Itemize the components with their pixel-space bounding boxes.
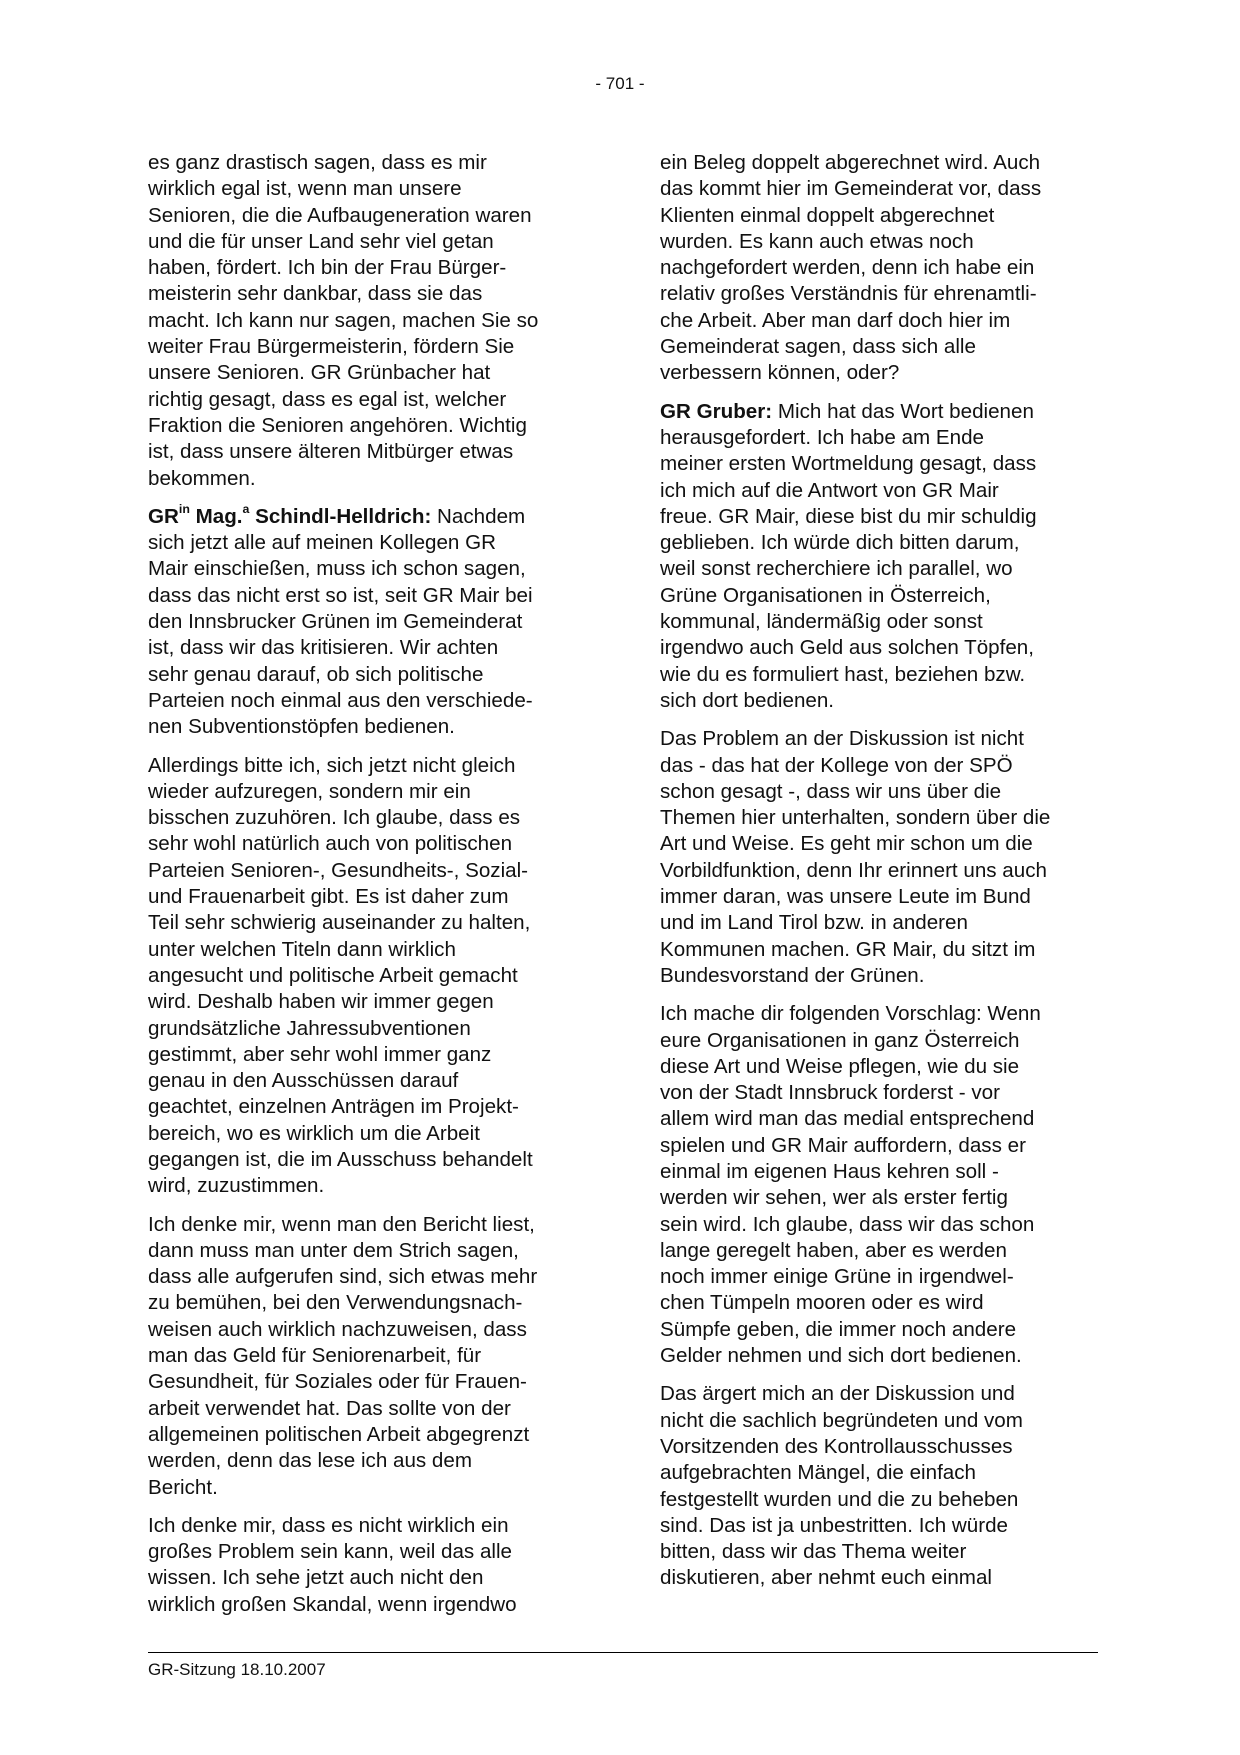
text-line: bitten, dass wir das Thema weiter: [660, 1540, 967, 1564]
text-line: ist, dass unsere älteren Mitbürger etwas: [148, 440, 514, 464]
text-line: sehr genau darauf, ob sich politische: [148, 662, 484, 686]
text-line: irgendwo auch Geld aus solchen Töpfen,: [660, 636, 1034, 660]
text-line: und die für unser Land sehr viel getan: [148, 229, 494, 253]
text-line: Senioren, die die Aufbaugeneration waren: [148, 203, 532, 227]
text-line: diese Art und Weise pflegen, wie du sie: [660, 1054, 1020, 1078]
text-line: sein wird. Ich glaube, dass wir das schon: [660, 1212, 1035, 1236]
text-line: das kommt hier im Gemeinderat vor, dass: [660, 177, 1042, 201]
text-line: Parteien noch einmal aus den verschiede-: [148, 688, 533, 712]
text-line: festgestellt wurden und die zu beheben: [660, 1487, 1019, 1511]
text-line: herausgefordert. Ich habe am Ende: [660, 425, 984, 449]
text-line: verbessern können, oder?: [660, 361, 900, 385]
text-line: Gelder nehmen und sich dort bedienen.: [660, 1344, 1022, 1368]
first-line-rest: Mich hat das Wort bedienen: [772, 399, 1034, 423]
text-line: schon gesagt -, dass wir uns über die: [660, 779, 1002, 803]
text-line: Bericht.: [148, 1475, 218, 1499]
text-line: und im Land Tirol bzw. in anderen: [660, 911, 968, 935]
text-line: unter welchen Titeln dann wirklich: [148, 937, 456, 961]
paragraph: [660, 1381, 1100, 1591]
text-line: sind. Das ist ja unbestritten. Ich würde: [660, 1513, 1008, 1537]
text-line: meiner ersten Wortmeldung gesagt, dass: [660, 452, 1037, 476]
text-line: wird, zuzustimmen.: [148, 1174, 325, 1198]
text-line: wirklich großen Skandal, wenn irgendwo: [148, 1592, 517, 1616]
text-line: Klienten einmal doppelt abgerechnet: [660, 203, 995, 227]
text-line: ein Beleg doppelt abgerechnet wird. Auch: [660, 151, 1041, 174]
text-line: werden, denn das lese ich aus dem: [148, 1449, 472, 1473]
footer-session-date: GR-Sitzung 18.10.2007: [148, 1660, 326, 1679]
text-line: lange geregelt haben, aber es werden: [660, 1238, 1007, 1262]
first-line-rest: Nachdem: [431, 504, 526, 528]
text-line: angesucht und politische Arbeit gemacht: [148, 963, 518, 987]
paragraph: [148, 1212, 588, 1501]
text-line: dass alle aufgerufen sind, sich etwas mehr: [148, 1265, 538, 1289]
text-line: weil sonst recherchiere ich parallel, wo: [660, 557, 1013, 581]
paragraph: [660, 399, 1100, 715]
text-line: immer daran, was unsere Leute im Bund: [660, 885, 1031, 909]
text-line: nen Subventionstöpfen bedienen.: [148, 715, 455, 739]
text-line: Sümpfe geben, die immer noch andere: [660, 1317, 1017, 1341]
paragraph: [148, 1513, 588, 1618]
text-line: spielen und GR Mair auffordern, dass er: [660, 1133, 1026, 1157]
text-line: sich dort bedienen.: [660, 688, 835, 712]
text-line: aufgebrachten Mängel, die einfach: [660, 1461, 976, 1485]
text-line: kommunal, ländermäßig oder sonst: [660, 610, 983, 634]
text-line: Ich denke mir, wenn man den Bericht liest,: [148, 1212, 535, 1236]
text-line: sich jetzt alle auf meinen Kollegen GR: [148, 531, 496, 555]
text-line: gegangen ist, die im Ausschuss behandelt: [148, 1147, 533, 1171]
text-line: gestimmt, aber sehr wohl immer ganz: [148, 1042, 492, 1066]
text-line: bereich, wo es wirklich um die Arbeit: [148, 1121, 480, 1145]
text-line: noch immer einige Grüne in irgendwel-: [660, 1265, 1014, 1289]
text-line: unsere Senioren. GR Grünbacher hat: [148, 361, 491, 385]
text-line: allgemeinen politischen Arbeit abgegrenzt: [148, 1422, 530, 1446]
text-line: chen Tümpeln mooren oder es wird: [660, 1291, 984, 1315]
paragraph: [148, 150, 588, 492]
text-line: bekommen.: [148, 466, 256, 490]
text-line: wirklich egal ist, wenn man unsere: [148, 177, 462, 201]
text-line: bisschen zuzuhören. Ich glaube, dass es: [148, 806, 521, 830]
text-line: meisterin sehr dankbar, dass sie das: [148, 282, 483, 306]
text-line: Mair einschießen, muss ich schon sagen,: [148, 557, 526, 581]
speaker-title-sup: a: [242, 502, 250, 517]
text-line: Vorsitzenden des Kontrollausschusses: [660, 1434, 1013, 1458]
paragraph: [660, 726, 1100, 989]
text-line: den Innsbrucker Grünen im Gemeinderat: [148, 610, 523, 634]
text-line: sehr wohl natürlich auch von politischen: [148, 832, 513, 856]
text-line: Ich mache dir folgenden Vorschlag: Wenn: [660, 1002, 1041, 1026]
text-line: genau in den Ausschüssen darauf: [148, 1069, 459, 1093]
text-line: Grüne Organisationen in Österreich,: [660, 583, 991, 607]
text-line: geblieben. Ich würde dich bitten darum,: [660, 531, 1020, 555]
text-line: Das ärgert mich an der Diskussion und: [660, 1382, 1015, 1406]
text-line: wissen. Ich sehe jetzt auch nicht den: [148, 1566, 484, 1590]
text-line: Vorbildfunktion, denn Ihr erinnert uns auch: [660, 858, 1047, 882]
text-line: che Arbeit. Aber man darf doch hier im: [660, 308, 1011, 332]
text-line: macht. Ich kann nur sagen, machen Sie so: [148, 308, 539, 332]
text-line: dann muss man unter dem Strich sagen,: [148, 1238, 519, 1262]
paragraph: [148, 753, 588, 1200]
text-line: weisen auch wirklich nachzuweisen, dass: [148, 1317, 527, 1341]
paragraph: [148, 504, 588, 741]
text-line: [148, 504, 588, 530]
paragraph: [660, 150, 1100, 387]
right-column: [660, 150, 1100, 1604]
text-line: weiter Frau Bürgermeisterin, fördern Sie: [148, 335, 515, 359]
text-line: Art und Weise. Es geht mir schon um die: [660, 832, 1033, 856]
text-line: wird. Deshalb haben wir immer gegen: [148, 990, 494, 1014]
speaker-title: Mag.: [189, 504, 243, 528]
text-line: nachgefordert werden, denn ich habe ein: [660, 256, 1035, 280]
speaker-name: GR Gruber:: [660, 399, 773, 423]
paragraph: [660, 1001, 1100, 1369]
left-column: [148, 150, 588, 1630]
text-line: Gesundheit, für Soziales oder für Frauen-: [148, 1370, 527, 1394]
page-number: - 701 -: [595, 74, 645, 93]
text-line: [660, 399, 1100, 425]
text-line: wieder aufzuregen, sondern mir ein: [148, 779, 471, 803]
text-line: arbeit verwendet hat. Das sollte von der: [148, 1396, 511, 1420]
text-line: Themen hier unterhalten, sondern über die: [660, 806, 1051, 830]
text-line: Bundesvorstand der Grünen.: [660, 963, 925, 987]
text-line: man das Geld für Seniorenarbeit, für: [148, 1344, 482, 1368]
text-line: Ich denke mir, dass es nicht wirklich ein: [148, 1513, 509, 1537]
speaker-surname: Schindl-Helldrich:: [249, 504, 432, 528]
text-line: wie du es formuliert hast, beziehen bzw.: [660, 662, 1026, 686]
text-line: richtig gesagt, dass es egal ist, welcher: [148, 387, 507, 411]
footer-divider: [148, 1652, 1098, 1653]
text-line: ist, dass wir das kritisieren. Wir achten: [148, 636, 499, 660]
speaker-prefix: GR: [148, 504, 179, 528]
text-line: freue. GR Mair, diese bist du mir schuldig: [660, 504, 1037, 528]
text-line: eure Organisationen in ganz Österreich: [660, 1028, 1020, 1052]
text-line: relativ großes Verständnis für ehrenamtli-: [660, 282, 1037, 306]
text-line: Parteien Senioren-, Gesundheits-, Sozial-: [148, 858, 529, 882]
text-line: allem wird man das medial entsprechend: [660, 1107, 1035, 1131]
text-line: Teil sehr schwierig auseinander zu halten,: [148, 911, 531, 935]
text-line: geachtet, einzelnen Anträgen im Projekt-: [148, 1095, 519, 1119]
text-line: das - das hat der Kollege von der SPÖ: [660, 753, 1013, 777]
text-line: einmal im eigenen Haus kehren soll -: [660, 1159, 999, 1183]
text-line: werden wir sehen, wer als erster fertig: [660, 1186, 1008, 1210]
text-line: und Frauenarbeit gibt. Es ist daher zum: [148, 885, 509, 909]
text-line: diskutieren, aber nehmt euch einmal: [660, 1566, 992, 1590]
text-line: zu bemühen, bei den Verwendungsnach-: [148, 1291, 523, 1315]
text-line: grundsätzliche Jahressubventionen: [148, 1016, 471, 1040]
text-line: Fraktion die Senioren angehören. Wichtig: [148, 413, 527, 437]
text-line: dass das nicht erst so ist, seit GR Mair bei: [148, 583, 533, 607]
speaker-name: [148, 502, 432, 528]
text-line: großes Problem sein kann, weil das alle: [148, 1540, 513, 1564]
text-line: Allerdings bitte ich, sich jetzt nicht gleich: [148, 753, 516, 777]
text-line: haben, fördert. Ich bin der Frau Bürger-: [148, 256, 507, 280]
text-line: nicht die sachlich begründeten und vom: [660, 1408, 1023, 1432]
text-line: es ganz drastisch sagen, dass es mir: [148, 151, 487, 174]
text-line: ich mich auf die Antwort von GR Mair: [660, 478, 999, 502]
text-line: Kommunen machen. GR Mair, du sitzt im: [660, 937, 1036, 961]
text-line: Gemeinderat sagen, dass sich alle: [660, 335, 976, 359]
text-line: von der Stadt Innsbruck forderst - vor: [660, 1081, 1000, 1105]
speaker-prefix-sup: in: [178, 502, 190, 517]
text-line: wurden. Es kann auch etwas noch: [660, 229, 974, 253]
text-line: Das Problem an der Diskussion ist nicht: [660, 727, 1024, 751]
